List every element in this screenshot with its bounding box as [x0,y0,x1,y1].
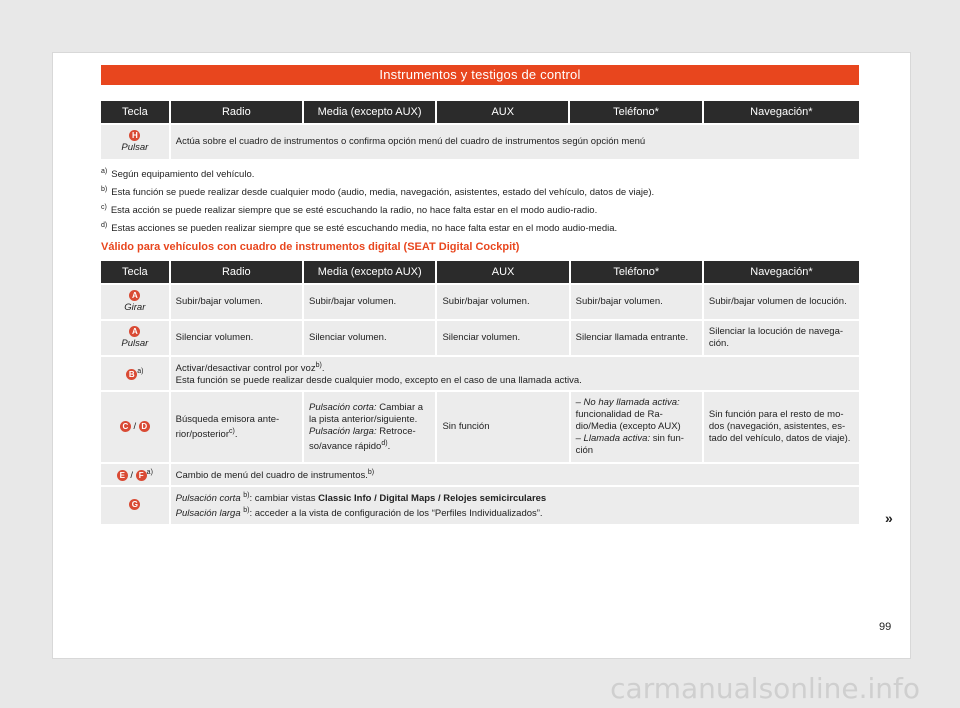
cell-radio: Búsqueda emisora ante-rior/posterior$^{c)}$. [171,392,302,462]
col-header: Navegación* [704,261,859,283]
col-header: Tecla [101,261,169,283]
footer [0,672,960,705]
key-separator: / [127,470,136,482]
footnote: $^{d)}$ Estas acciones se pueden realizar siempre que se esté escuchando media, no hace falta estar en el modo audio-media. [101,222,618,235]
table-header-row [101,101,859,123]
row-line: Activar/desactivar control por voz [175,363,316,375]
col-header: Media (excepto AUX) [304,261,435,283]
footnote-ref: a) [146,469,153,477]
key-cell [101,125,169,159]
key-d-icon: D [139,421,150,432]
key-action: Pulsar [121,338,149,349]
cell-nav: Subir/bajar volumen de locución. [704,285,859,319]
controls-table-top [99,99,861,161]
cell-nav: Silenciar la locución de navega-ción. [704,321,859,355]
key-c-icon: C [120,421,131,432]
col-header: Teléfono* [570,101,701,123]
col-header: Media (excepto AUX) [304,101,435,123]
table-header-row [101,261,859,283]
col-header: Tecla [101,101,169,123]
row-text: Pulsación corta $^{b)}$: cambiar vistas Classic Info / Digital Maps / Relojes semicirculares Pulsación larga $^{b)}$: acceder a la vista de configuración de los “Perfiles Individualizados”. [171,487,859,523]
cell-media: Subir/bajar volumen. [304,285,435,319]
footnote: $^{a)}$ Según equipamiento del vehículo. [101,168,255,181]
table-row [101,464,859,485]
cell-aux: Silenciar volumen. [437,321,568,355]
footnote: $^{b)}$ Esta función se puede realizar desde cualquier modo (audio, media, navegación, asistentes, estado del vehículo, datos de viaje). [101,186,655,199]
col-header: AUX [437,261,568,283]
key-b-icon: B [126,369,137,380]
cell-phone: Subir/bajar volumen. [571,285,702,319]
cell-nav: Sin función para el resto de mo-dos (navegación, asistentes, es-tado del vehículo, datos de viaje). [704,392,859,462]
table-row [101,321,859,355]
row-text: Actúa sobre el cuadro de instrumentos o confirma opción menú del cuadro de instrumentos según opción menú [171,125,859,159]
footnote-ref: a) [137,368,144,375]
key-action: Girar [124,302,146,313]
key-cell [101,487,169,523]
col-header: AUX [437,101,568,123]
key-cell [101,285,169,319]
watermark: carmanualsonline.info [610,672,920,705]
table-row [101,125,859,159]
cell-aux: Sin función [437,392,568,462]
page-number: 99 [879,621,892,633]
col-header: Navegación* [704,101,859,123]
col-header: Radio [171,261,302,283]
cell-media: Pulsación corta: Cambiar a la pista anterior/siguiente. Pulsación larga: Retroce-so/avance rápido$^{d)}$. [304,392,435,462]
key-cell [101,357,169,390]
row-line: Esta función se puede realizar desde cualquier modo, excepto en el caso de una llamada activa. [175,375,582,387]
key-a-icon: A [129,326,140,337]
key-f-icon: F [136,470,147,481]
continue-marker: » [885,510,893,526]
col-header: Radio [171,101,302,123]
page-header: Instrumentos y testigos de control [101,65,859,85]
table-row [101,392,859,462]
key-cell [101,392,169,462]
controls-table-digital-cockpit [99,259,861,526]
cell-phone: – No hay llamada activa: funcionalidad de Ra-dio/Media (excepto AUX) – Llamada activa: sin fun-ción [571,392,702,462]
key-action: Pulsar [121,142,149,153]
key-h-icon: H [129,130,140,141]
row-text: Cambio de menú del cuadro de instrumentos.$^{b)}$ [171,464,859,485]
table-row [101,285,859,319]
table-row [101,357,859,390]
key-cell [101,321,169,355]
key-a-icon: A [129,290,140,301]
footnote: $^{c)}$ Esta acción se puede realizar siempre que se esté escuchando la radio, no hace falta estar en el modo audio-radio. [101,204,598,217]
cell-aux: Subir/bajar volumen. [437,285,568,319]
section-title: Válido para vehículos con cuadro de instrumentos digital (SEAT Digital Cockpit) [101,241,520,253]
cell-phone: Silenciar llamada entrante. [571,321,702,355]
key-e-icon: E [117,470,128,481]
cell-radio: Silenciar volumen. [171,321,302,355]
table-row [101,487,859,523]
footnotes [101,168,861,241]
key-separator: / [130,421,139,433]
cell-media: Silenciar volumen. [304,321,435,355]
cell-radio: Subir/bajar volumen. [171,285,302,319]
col-header: Teléfono* [571,261,702,283]
row-text: Activar/desactivar control por voz$^{b)}$. Esta función se puede realizar desde cualquier modo, excepto en el caso de una llamada activa. [171,357,859,390]
key-cell [101,464,169,485]
footnote-ref: b) [315,362,322,369]
key-g-icon: G [129,499,140,510]
